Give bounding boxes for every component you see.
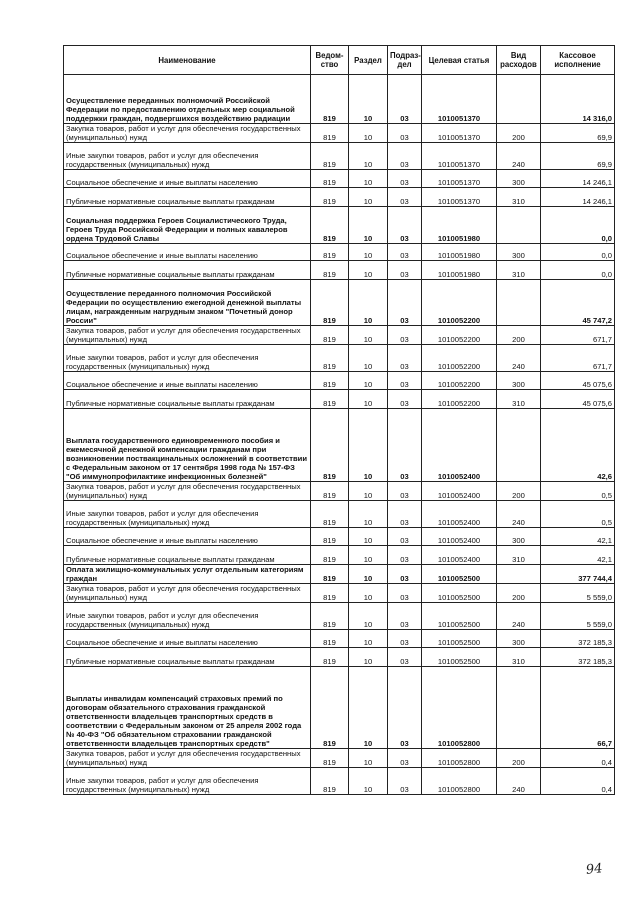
- cell-target: 1010052500: [422, 603, 497, 630]
- cell-subsection: 03: [388, 501, 422, 528]
- cell-expense: 240: [497, 501, 541, 528]
- table-row: [64, 188, 615, 207]
- cell-dept: 819: [311, 326, 349, 345]
- header-subsection: Подраз-дел: [388, 46, 422, 75]
- table-row: [64, 584, 615, 603]
- cell-dept: 819: [311, 207, 349, 244]
- cell-section: 10: [349, 75, 388, 124]
- cell-expense: [497, 280, 541, 326]
- header-section: Раздел: [349, 46, 388, 75]
- table-row: [64, 667, 615, 749]
- table-row: [64, 280, 615, 326]
- cell-section: 10: [349, 565, 388, 584]
- cell-amount: 5 559,0: [541, 584, 615, 603]
- cell-subsection: 03: [388, 207, 422, 244]
- table-row: [64, 501, 615, 528]
- cell-target: 1010052800: [422, 749, 497, 768]
- table-row: [64, 528, 615, 546]
- table-row: [64, 409, 615, 482]
- cell-section: 10: [349, 482, 388, 501]
- cell-name: Публичные нормативные социальные выплаты гражданам: [64, 390, 311, 409]
- cell-target: 1010052400: [422, 501, 497, 528]
- table-row: [64, 124, 615, 143]
- cell-dept: 819: [311, 584, 349, 603]
- table-row: [64, 648, 615, 667]
- cell-section: 10: [349, 326, 388, 345]
- cell-amount: 5 559,0: [541, 603, 615, 630]
- cell-target: 1010051980: [422, 207, 497, 244]
- cell-expense: 310: [497, 648, 541, 667]
- cell-expense: 200: [497, 124, 541, 143]
- cell-subsection: 03: [388, 409, 422, 482]
- cell-subsection: 03: [388, 143, 422, 170]
- cell-subsection: 03: [388, 482, 422, 501]
- cell-subsection: 03: [388, 372, 422, 390]
- cell-expense: 300: [497, 372, 541, 390]
- cell-name: Выплаты инвалидам компенсаций страховых премий по договорам обязательного страхования гражданской ответственности владельцев транспортных средств в соответствии с Федеральным законом от 25 апреля 2002 года № 40-ФЗ "Об обязательном страховании гражданской ответственности владельцев транспортных средств": [64, 667, 311, 749]
- cell-dept: 819: [311, 170, 349, 188]
- cell-expense: 200: [497, 749, 541, 768]
- cell-amount: 45 075,6: [541, 390, 615, 409]
- cell-expense: 240: [497, 345, 541, 372]
- cell-target: 1010052500: [422, 565, 497, 584]
- cell-expense: 310: [497, 188, 541, 207]
- cell-subsection: 03: [388, 768, 422, 795]
- cell-section: 10: [349, 749, 388, 768]
- cell-subsection: 03: [388, 630, 422, 648]
- cell-expense: 200: [497, 482, 541, 501]
- cell-name: Социальное обеспечение и иные выплаты населению: [64, 170, 311, 188]
- table-row: [64, 749, 615, 768]
- table-header-row: [64, 46, 615, 75]
- table-row: [64, 482, 615, 501]
- cell-subsection: 03: [388, 345, 422, 372]
- cell-section: 10: [349, 648, 388, 667]
- cell-dept: 819: [311, 667, 349, 749]
- cell-name: Публичные нормативные социальные выплаты гражданам: [64, 261, 311, 280]
- cell-dept: 819: [311, 261, 349, 280]
- cell-expense: [497, 409, 541, 482]
- cell-section: 10: [349, 207, 388, 244]
- cell-expense: [497, 565, 541, 584]
- cell-subsection: 03: [388, 648, 422, 667]
- cell-dept: 819: [311, 390, 349, 409]
- cell-section: 10: [349, 501, 388, 528]
- cell-dept: 819: [311, 749, 349, 768]
- cell-name: Выплата государственного единовременного пособия и ежемесячной денежной компенсации гражданам при возникновении поствакцинальных осложнений в соответствии с Федеральным законом от 17 сентября 1998 года № 157-ФЗ "Об иммунопрофилактике инфекционных болезней": [64, 409, 311, 482]
- cell-target: 1010052200: [422, 326, 497, 345]
- cell-target: 1010052400: [422, 409, 497, 482]
- cell-dept: 819: [311, 768, 349, 795]
- cell-expense: 310: [497, 390, 541, 409]
- cell-amount: 14 316,0: [541, 75, 615, 124]
- cell-amount: 45 747,2: [541, 280, 615, 326]
- cell-amount: 14 246,1: [541, 188, 615, 207]
- cell-target: 1010051980: [422, 261, 497, 280]
- table-row: [64, 603, 615, 630]
- cell-amount: 372 185,3: [541, 648, 615, 667]
- cell-target: 1010052200: [422, 280, 497, 326]
- cell-name: Социальное обеспечение и иные выплаты населению: [64, 630, 311, 648]
- cell-amount: 66,7: [541, 667, 615, 749]
- cell-target: 1010051370: [422, 170, 497, 188]
- table-row: [64, 390, 615, 409]
- cell-section: 10: [349, 630, 388, 648]
- cell-target: 1010052200: [422, 372, 497, 390]
- cell-section: 10: [349, 261, 388, 280]
- table-row: [64, 372, 615, 390]
- cell-dept: 819: [311, 75, 349, 124]
- cell-target: 1010052400: [422, 482, 497, 501]
- cell-name: Закупка товаров, работ и услуг для обеспечения государственных (муниципальных) нужд: [64, 482, 311, 501]
- cell-amount: 69,9: [541, 143, 615, 170]
- cell-name: Оплата жилищно-коммунальных услуг отдельным категориям граждан: [64, 565, 311, 584]
- cell-amount: 69,9: [541, 124, 615, 143]
- table-row: [64, 630, 615, 648]
- header-name: Наименование: [64, 46, 311, 75]
- cell-amount: 0,0: [541, 261, 615, 280]
- cell-name: Иные закупки товаров, работ и услуг для обеспечения государственных (муниципальных) нужд: [64, 143, 311, 170]
- cell-name: Иные закупки товаров, работ и услуг для обеспечения государственных (муниципальных) нужд: [64, 768, 311, 795]
- cell-dept: 819: [311, 345, 349, 372]
- cell-expense: 240: [497, 143, 541, 170]
- cell-subsection: 03: [388, 280, 422, 326]
- cell-name: Иные закупки товаров, работ и услуг для обеспечения государственных (муниципальных) нужд: [64, 501, 311, 528]
- cell-dept: 819: [311, 409, 349, 482]
- cell-subsection: 03: [388, 326, 422, 345]
- cell-amount: 42,6: [541, 409, 615, 482]
- cell-name: Социальная поддержка Героев Социалистического Труда, Героев Труда Российской Федерации и полных кавалеров ордена Трудовой Славы: [64, 207, 311, 244]
- table-row: [64, 768, 615, 795]
- cell-dept: 819: [311, 565, 349, 584]
- cell-dept: 819: [311, 482, 349, 501]
- cell-target: 1010051370: [422, 75, 497, 124]
- table-row: [64, 326, 615, 345]
- cell-section: 10: [349, 188, 388, 207]
- table-row: [64, 75, 615, 124]
- cell-target: 1010052200: [422, 390, 497, 409]
- cell-name: Закупка товаров, работ и услуг для обеспечения государственных (муниципальных) нужд: [64, 326, 311, 345]
- cell-name: Закупка товаров, работ и услуг для обеспечения государственных (муниципальных) нужд: [64, 584, 311, 603]
- cell-dept: 819: [311, 546, 349, 565]
- cell-expense: [497, 207, 541, 244]
- cell-name: Публичные нормативные социальные выплаты гражданам: [64, 546, 311, 565]
- cell-expense: 240: [497, 768, 541, 795]
- cell-target: 1010052200: [422, 345, 497, 372]
- cell-expense: 300: [497, 528, 541, 546]
- cell-subsection: 03: [388, 390, 422, 409]
- table-row: [64, 244, 615, 261]
- table-row: [64, 170, 615, 188]
- cell-section: 10: [349, 409, 388, 482]
- cell-amount: 45 075,6: [541, 372, 615, 390]
- cell-section: 10: [349, 372, 388, 390]
- cell-amount: 42,1: [541, 546, 615, 565]
- cell-dept: 819: [311, 528, 349, 546]
- cell-name: Публичные нормативные социальные выплаты гражданам: [64, 188, 311, 207]
- cell-subsection: 03: [388, 170, 422, 188]
- cell-dept: 819: [311, 244, 349, 261]
- cell-target: 1010051370: [422, 143, 497, 170]
- cell-section: 10: [349, 345, 388, 372]
- cell-amount: 377 744,4: [541, 565, 615, 584]
- cell-target: 1010051370: [422, 188, 497, 207]
- cell-amount: 372 185,3: [541, 630, 615, 648]
- cell-dept: 819: [311, 188, 349, 207]
- cell-amount: 42,1: [541, 528, 615, 546]
- cell-dept: 819: [311, 648, 349, 667]
- budget-execution-table: [63, 45, 615, 795]
- cell-amount: 14 246,1: [541, 170, 615, 188]
- cell-section: 10: [349, 390, 388, 409]
- table-row: [64, 143, 615, 170]
- cell-name: Закупка товаров, работ и услуг для обеспечения государственных (муниципальных) нужд: [64, 124, 311, 143]
- cell-expense: 200: [497, 584, 541, 603]
- cell-expense: 310: [497, 546, 541, 565]
- cell-subsection: 03: [388, 75, 422, 124]
- cell-target: 1010052400: [422, 546, 497, 565]
- cell-target: 1010052500: [422, 648, 497, 667]
- cell-target: 1010051980: [422, 244, 497, 261]
- cell-name: Иные закупки товаров, работ и услуг для обеспечения государственных (муниципальных) нужд: [64, 345, 311, 372]
- cell-expense: [497, 667, 541, 749]
- cell-name: Закупка товаров, работ и услуг для обеспечения государственных (муниципальных) нужд: [64, 749, 311, 768]
- cell-amount: 671,7: [541, 326, 615, 345]
- header-target: Целевая статья: [422, 46, 497, 75]
- cell-expense: 300: [497, 244, 541, 261]
- cell-dept: 819: [311, 143, 349, 170]
- cell-name: Социальное обеспечение и иные выплаты населению: [64, 244, 311, 261]
- page-number: 94: [585, 861, 604, 878]
- cell-section: 10: [349, 170, 388, 188]
- cell-target: 1010052800: [422, 768, 497, 795]
- cell-dept: 819: [311, 372, 349, 390]
- cell-section: 10: [349, 244, 388, 261]
- cell-amount: 0,4: [541, 749, 615, 768]
- cell-subsection: 03: [388, 546, 422, 565]
- table-row: [64, 345, 615, 372]
- cell-expense: 300: [497, 630, 541, 648]
- cell-section: 10: [349, 603, 388, 630]
- cell-subsection: 03: [388, 565, 422, 584]
- table-row: [64, 261, 615, 280]
- cell-expense: 240: [497, 603, 541, 630]
- cell-section: 10: [349, 280, 388, 326]
- cell-name: Осуществление переданного полномочия Российской Федерации по осуществлению ежегодной денежной выплаты лицам, награжденным нагрудным знаком "Почетный донор России": [64, 280, 311, 326]
- cell-expense: 300: [497, 170, 541, 188]
- header-expense: Вид расходов: [497, 46, 541, 75]
- cell-expense: [497, 75, 541, 124]
- cell-subsection: 03: [388, 749, 422, 768]
- cell-subsection: 03: [388, 124, 422, 143]
- header-dept: Ведом-ство: [311, 46, 349, 75]
- table-row: [64, 546, 615, 565]
- cell-dept: 819: [311, 501, 349, 528]
- cell-section: 10: [349, 546, 388, 565]
- cell-dept: 819: [311, 630, 349, 648]
- cell-section: 10: [349, 528, 388, 546]
- cell-name: Социальное обеспечение и иные выплаты населению: [64, 528, 311, 546]
- cell-section: 10: [349, 124, 388, 143]
- cell-dept: 819: [311, 124, 349, 143]
- cell-target: 1010052800: [422, 667, 497, 749]
- cell-section: 10: [349, 768, 388, 795]
- cell-name: Социальное обеспечение и иные выплаты населению: [64, 372, 311, 390]
- cell-target: 1010052500: [422, 630, 497, 648]
- cell-target: 1010052400: [422, 528, 497, 546]
- cell-dept: 819: [311, 280, 349, 326]
- cell-dept: 819: [311, 603, 349, 630]
- cell-amount: 0,5: [541, 482, 615, 501]
- header-amount: Кассовое исполнение: [541, 46, 615, 75]
- cell-subsection: 03: [388, 667, 422, 749]
- cell-subsection: 03: [388, 603, 422, 630]
- cell-amount: 0,5: [541, 501, 615, 528]
- cell-expense: 200: [497, 326, 541, 345]
- cell-section: 10: [349, 584, 388, 603]
- cell-name: Иные закупки товаров, работ и услуг для обеспечения государственных (муниципальных) нужд: [64, 603, 311, 630]
- cell-section: 10: [349, 667, 388, 749]
- cell-section: 10: [349, 143, 388, 170]
- cell-amount: 671,7: [541, 345, 615, 372]
- table-row: [64, 207, 615, 244]
- cell-name: Осуществление переданных полномочий Российской Федерации по предоставлению отдельных мер социальной поддержки граждан, подвергшихся воздействию радиации: [64, 75, 311, 124]
- cell-subsection: 03: [388, 188, 422, 207]
- cell-subsection: 03: [388, 584, 422, 603]
- cell-subsection: 03: [388, 528, 422, 546]
- cell-target: 1010052500: [422, 584, 497, 603]
- cell-target: 1010051370: [422, 124, 497, 143]
- table-row: [64, 565, 615, 584]
- cell-name: Публичные нормативные социальные выплаты гражданам: [64, 648, 311, 667]
- cell-subsection: 03: [388, 244, 422, 261]
- cell-amount: 0,0: [541, 244, 615, 261]
- cell-subsection: 03: [388, 261, 422, 280]
- cell-amount: 0,0: [541, 207, 615, 244]
- cell-expense: 310: [497, 261, 541, 280]
- cell-amount: 0,4: [541, 768, 615, 795]
